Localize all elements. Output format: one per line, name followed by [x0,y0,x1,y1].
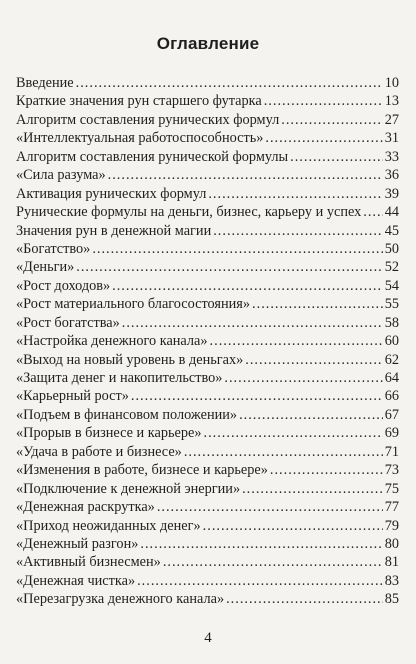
table-of-contents [16,74,399,609]
toc-entry [16,517,399,535]
toc-entry-page: 80 [384,535,399,552]
toc-entry [16,314,399,332]
toc-entry [16,406,399,424]
toc-entry [16,424,399,442]
toc-entry [16,295,399,313]
toc-entry-title: «Рост материального благосостояния» [16,296,251,313]
toc-entry-page: 50 [384,240,399,257]
toc-entry [16,590,399,608]
toc-entry [16,258,399,276]
toc-entry-title: «Сила разума» [16,167,106,184]
toc-entry-page: 66 [384,388,399,405]
toc-entry [16,461,399,479]
toc-entry-title: Рунические формулы на деньги, бизнес, карьеру и успех [16,204,362,221]
toc-dot-leader [204,424,383,442]
toc-entry-page: 52 [384,259,399,276]
toc-entry-page: 45 [384,222,399,239]
toc-entry-page: 10 [384,75,399,91]
toc-entry-page: 77 [384,499,399,516]
toc-dot-leader [76,74,383,92]
toc-dot-leader [203,517,383,535]
toc-entry-title: Алгоритм составления рунической формулы [16,148,289,165]
toc-entry-title: «Удача в работе и бизнесе» [16,443,182,460]
toc-dot-leader [76,258,382,276]
toc-dot-leader [92,240,382,258]
toc-dot-leader [157,498,383,516]
toc-entry-title: «Активный бизнесмен» [16,554,161,571]
toc-entry [16,222,399,240]
toc-entry-page: 62 [384,351,399,368]
toc-entry-title: «Настройка денежного канала» [16,333,208,350]
toc-entry-title: «Карьерный рост» [16,388,129,405]
toc-entry [16,240,399,258]
toc-entry-page: 33 [384,148,399,165]
toc-entry-title: «Денежный разгон» [16,535,139,552]
toc-entry-page: 69 [384,425,399,442]
toc-entry-page: 75 [384,480,399,497]
toc-entry-title: Краткие значения рун старшего футарка [16,93,262,110]
toc-entry-title: Введение [16,75,74,91]
toc-dot-leader [210,332,383,350]
toc-dot-leader [112,277,383,295]
toc-dot-leader [224,369,382,387]
toc-entry-page: 55 [384,296,399,313]
toc-dot-leader [226,590,383,608]
toc-entry-page: 71 [384,443,399,460]
toc-entry-title: Активация рунических формул [16,185,207,202]
toc-entry-page: 67 [384,406,399,423]
toc-dot-leader [122,314,383,332]
toc-entry [16,166,399,184]
toc-entry-title: «Изменения в работе, бизнесе и карьере» [16,462,268,479]
toc-entry-page: 36 [384,167,399,184]
toc-dot-leader [137,572,383,590]
toc-dot-leader [131,387,383,405]
toc-entry [16,332,399,350]
toc-dot-leader [252,295,383,313]
toc-entry [16,387,399,405]
toc-dot-leader [264,92,383,110]
toc-dot-leader [265,129,382,147]
toc-dot-leader [184,443,383,461]
toc-entry [16,203,399,221]
toc-entry [16,129,399,147]
toc-dot-leader [140,535,382,553]
toc-entry [16,535,399,553]
toc-entry-page: 81 [384,554,399,571]
toc-entry-title: «Перезагрузка денежного канала» [16,591,225,608]
toc-entry-page: 60 [384,333,399,350]
toc-entry-title: Алгоритм составления рунических формул [16,111,280,128]
toc-entry-page: 73 [384,462,399,479]
page-number: 4 [204,630,212,646]
toc-entry-page: 44 [384,204,399,221]
toc-entry-title: Значения рун в денежной магии [16,222,212,239]
toc-entry [16,572,399,590]
toc-entry-title: «Подъем в финансовом положении» [16,406,238,423]
toc-entry-page: 39 [384,185,399,202]
toc-entry-title: «Богатство» [16,240,91,257]
toc-entry-title: «Рост доходов» [16,277,111,294]
toc-entry [16,185,399,203]
toc-entry-page: 27 [384,111,399,128]
toc-entry [16,277,399,295]
toc-entry-title: «Деньги» [16,259,75,276]
toc-entry [16,148,399,166]
toc-entry-page: 83 [384,572,399,589]
toc-entry-page: 13 [384,93,399,110]
toc-entry-page: 54 [384,277,399,294]
toc-dot-leader [363,203,382,221]
toc-entry-title: «Подключение к денежной энергии» [16,480,241,497]
toc-entry-title: «Приход неожиданных денег» [16,517,201,534]
toc-entry-page: 31 [384,130,399,147]
toc-entry [16,92,399,110]
toc-entry [16,553,399,571]
page-title: Оглавление [156,34,260,53]
toc-entry [16,74,399,92]
toc-dot-leader [281,111,382,129]
toc-dot-leader [290,148,383,166]
toc-entry [16,369,399,387]
toc-entry-title: «Интеллектуальная работоспособность» [16,130,264,147]
toc-dot-leader [213,222,382,240]
toc-dot-leader [239,406,383,424]
toc-entry [16,443,399,461]
toc-entry [16,498,399,516]
toc-dot-leader [108,166,383,184]
toc-entry [16,111,399,129]
toc-entry [16,351,399,369]
toc-dot-leader [208,185,382,203]
toc-entry-page: 64 [384,370,399,386]
toc-dot-leader [270,461,383,479]
toc-entry-title: «Выход на новый уровень в деньгах» [16,351,244,368]
toc-entry-title: «Денежная чистка» [16,572,136,589]
toc-entry-page: 79 [384,517,399,534]
toc-dot-leader [245,351,382,369]
toc-entry-title: «Защита денег и накопительство» [16,370,223,386]
toc-entry-title: «Рост богатства» [16,314,120,331]
toc-entry-page: 85 [384,591,399,608]
toc-dot-leader [163,553,383,571]
toc-entry-page: 58 [384,314,399,331]
toc-dot-leader [242,480,383,498]
toc-entry [16,480,399,498]
toc-entry-title: «Денежная раскрутка» [16,499,155,516]
toc-entry-title: «Прорыв в бизнесе и карьере» [16,425,202,442]
